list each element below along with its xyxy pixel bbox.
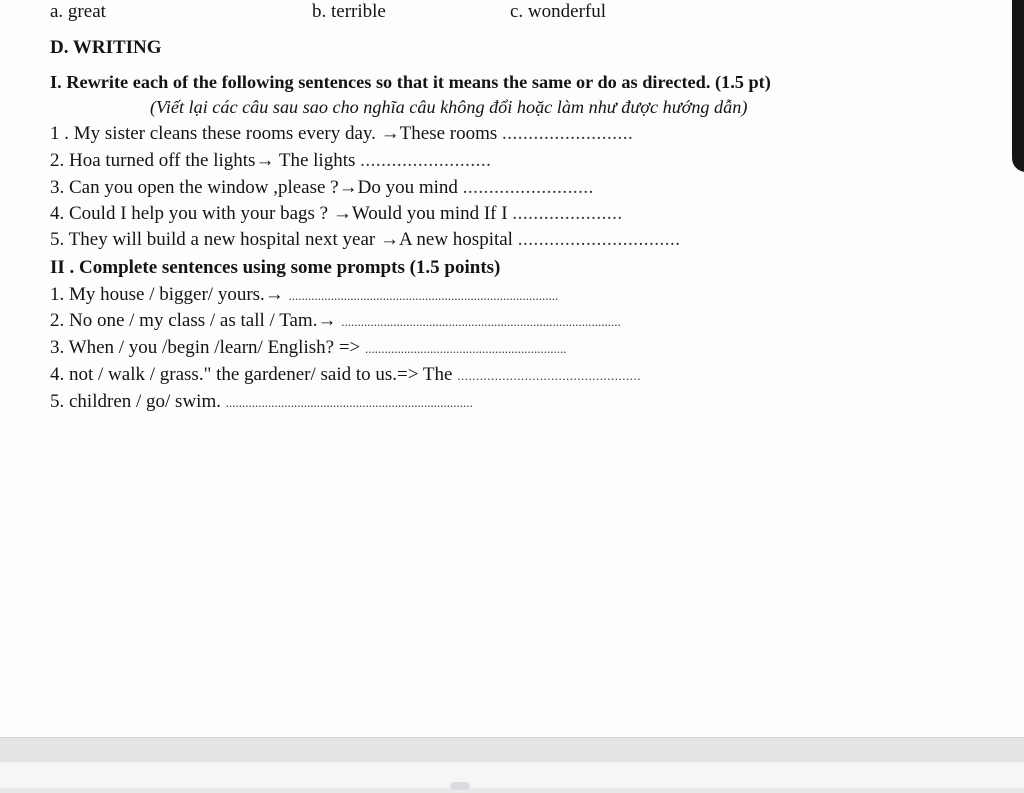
part1-item-3 xyxy=(50,177,594,199)
item-text: 5. children / go/ swim. xyxy=(50,391,221,412)
part2-item-1 xyxy=(50,284,558,307)
answer-blank: ............................................................................ xyxy=(225,395,473,410)
part1-item-2 xyxy=(50,150,491,172)
part1-item-5 xyxy=(50,229,680,251)
scroll-handle[interactable] xyxy=(450,782,470,790)
item-text: 1. My house / bigger/ yours.→ xyxy=(50,284,284,305)
bottom-strip xyxy=(0,788,1024,793)
item-text: 3. Can you open the window ,please ?→Do you mind xyxy=(50,177,458,198)
part1-heading: I. Rewrite each of the following sentences so that it means the same or do as directed. (1.5 pt) xyxy=(50,72,771,92)
answer-blank: ...................................................................................... xyxy=(341,314,621,329)
part2-heading: II . Complete sentences using some prompts (1.5 points) xyxy=(50,257,501,278)
part1-item-1 xyxy=(50,123,633,145)
answer-blank: ......................... xyxy=(462,177,594,198)
part1-item-4 xyxy=(50,203,623,225)
option-c: c. wonderful xyxy=(510,1,607,22)
item-text: 2. No one / my class / as tall / Tam.→ xyxy=(50,310,337,331)
item-text: 3. When / you /begin /learn/ English? => xyxy=(50,337,361,358)
part2-item-2 xyxy=(50,310,621,333)
bottom-toolbar-band xyxy=(0,737,1024,763)
part1-instruction: (Viết lại các câu sau sao cho nghĩa câu không đổi hoặc làm như được hướng dẫn) xyxy=(150,97,748,117)
answer-blank: ................................................. xyxy=(457,368,641,383)
item-text: 5. They will build a new hospital next year →A new hospital xyxy=(50,229,513,250)
answer-blank: ......................... xyxy=(360,150,492,171)
answer-blank: ............................... xyxy=(517,229,681,250)
part2-item-5 xyxy=(50,391,473,414)
answer-blank: ......................... xyxy=(502,123,634,144)
option-b: b. terrible xyxy=(312,1,386,22)
section-heading: D. WRITING xyxy=(50,37,162,58)
answer-blank: .............................................................. xyxy=(365,341,567,356)
item-text: 4. Could I help you with your bags ? →Would you mind If I xyxy=(50,203,508,224)
item-text: 2. Hoa turned off the lights→ The lights xyxy=(50,150,356,171)
part2-item-3 xyxy=(50,337,567,360)
item-text: 1 . My sister cleans these rooms every day. →These rooms xyxy=(50,123,498,144)
answer-blank: ..................... xyxy=(512,203,623,224)
device-edge xyxy=(1012,0,1024,172)
answer-blank: ................................................................................... xyxy=(288,288,559,303)
option-a: a. great xyxy=(50,1,106,22)
item-text: 4. not / walk / grass." the gardener/ said to us.=> The xyxy=(50,364,453,385)
part2-item-4 xyxy=(50,364,641,387)
